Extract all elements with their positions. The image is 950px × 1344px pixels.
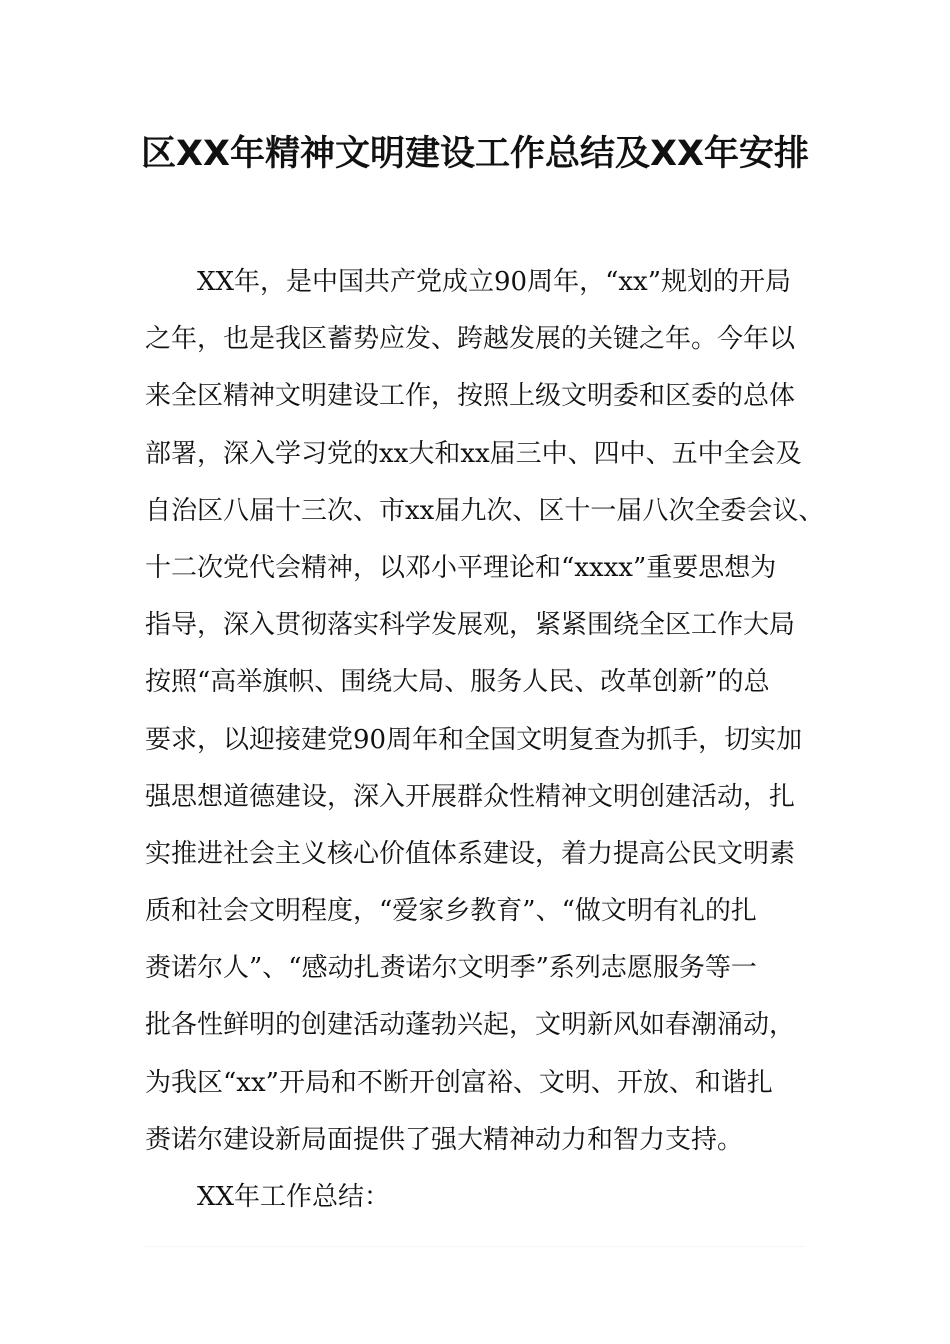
paragraph-line: 为我区“xx”开局和不断开创富裕、文明、开放、和谐扎 xyxy=(145,1067,773,1098)
paragraph-line: 实推进社会主义核心价值体系建设，着力提高公民文明素 xyxy=(145,838,796,869)
paragraph-line: 指导，深入贯彻落实科学发展观，紧紧围绕全区工作大局 xyxy=(145,610,796,641)
paragraph-line: 自治区八届十三次、市xx届九次、区十一届八次全委会议、 xyxy=(145,495,825,526)
paragraph-line: 赉诺尔人”、“感动扎赉诺尔文明季”系列志愿服务等一 xyxy=(145,953,757,984)
paragraph-line: 赉诺尔建设新局面提供了强大精神动力和智力支持。 xyxy=(145,1124,744,1155)
paragraph-line: 来全区精神文明建设工作，按照上级文明委和区委的总体 xyxy=(145,381,796,412)
document-title: 区XX年精神文明建设工作总结及XX年安排 xyxy=(141,134,809,174)
paragraph-line: 之年，也是我区蓄势应发、跨越发展的关键之年。今年以 xyxy=(145,324,796,355)
section-heading: XX年工作总结： xyxy=(197,1182,391,1212)
paragraph-line: 部署，深入学习党的xx大和xx届三中、四中、五中全会及 xyxy=(145,438,802,469)
paragraph-line: 十二次党代会精神，以邓小平理论和“xxxx”重要思想为 xyxy=(145,552,777,583)
paragraph-line: XX年，是中国共产党成立90周年，“xx”规划的开局 xyxy=(197,267,792,297)
paragraph-line: 按照“高举旗帜、围绕大局、服务人民、改革创新”的总 xyxy=(145,667,770,698)
paragraph-line: 质和社会文明程度，“爱家乡教育”、“做文明有礼的扎 xyxy=(145,896,757,927)
paragraph-line: 强思想道德建设，深入开展群众性精神文明创建活动，扎 xyxy=(145,781,796,812)
paragraph-line: 要求，以迎接建党90周年和全国文明复查为抓手，切实加 xyxy=(145,724,803,755)
page-divider xyxy=(145,1246,805,1249)
paragraph-line: 批各性鲜明的创建活动蓬勃兴起，文明新风如春潮涌动， xyxy=(145,1010,796,1041)
document-body xyxy=(145,254,825,1226)
